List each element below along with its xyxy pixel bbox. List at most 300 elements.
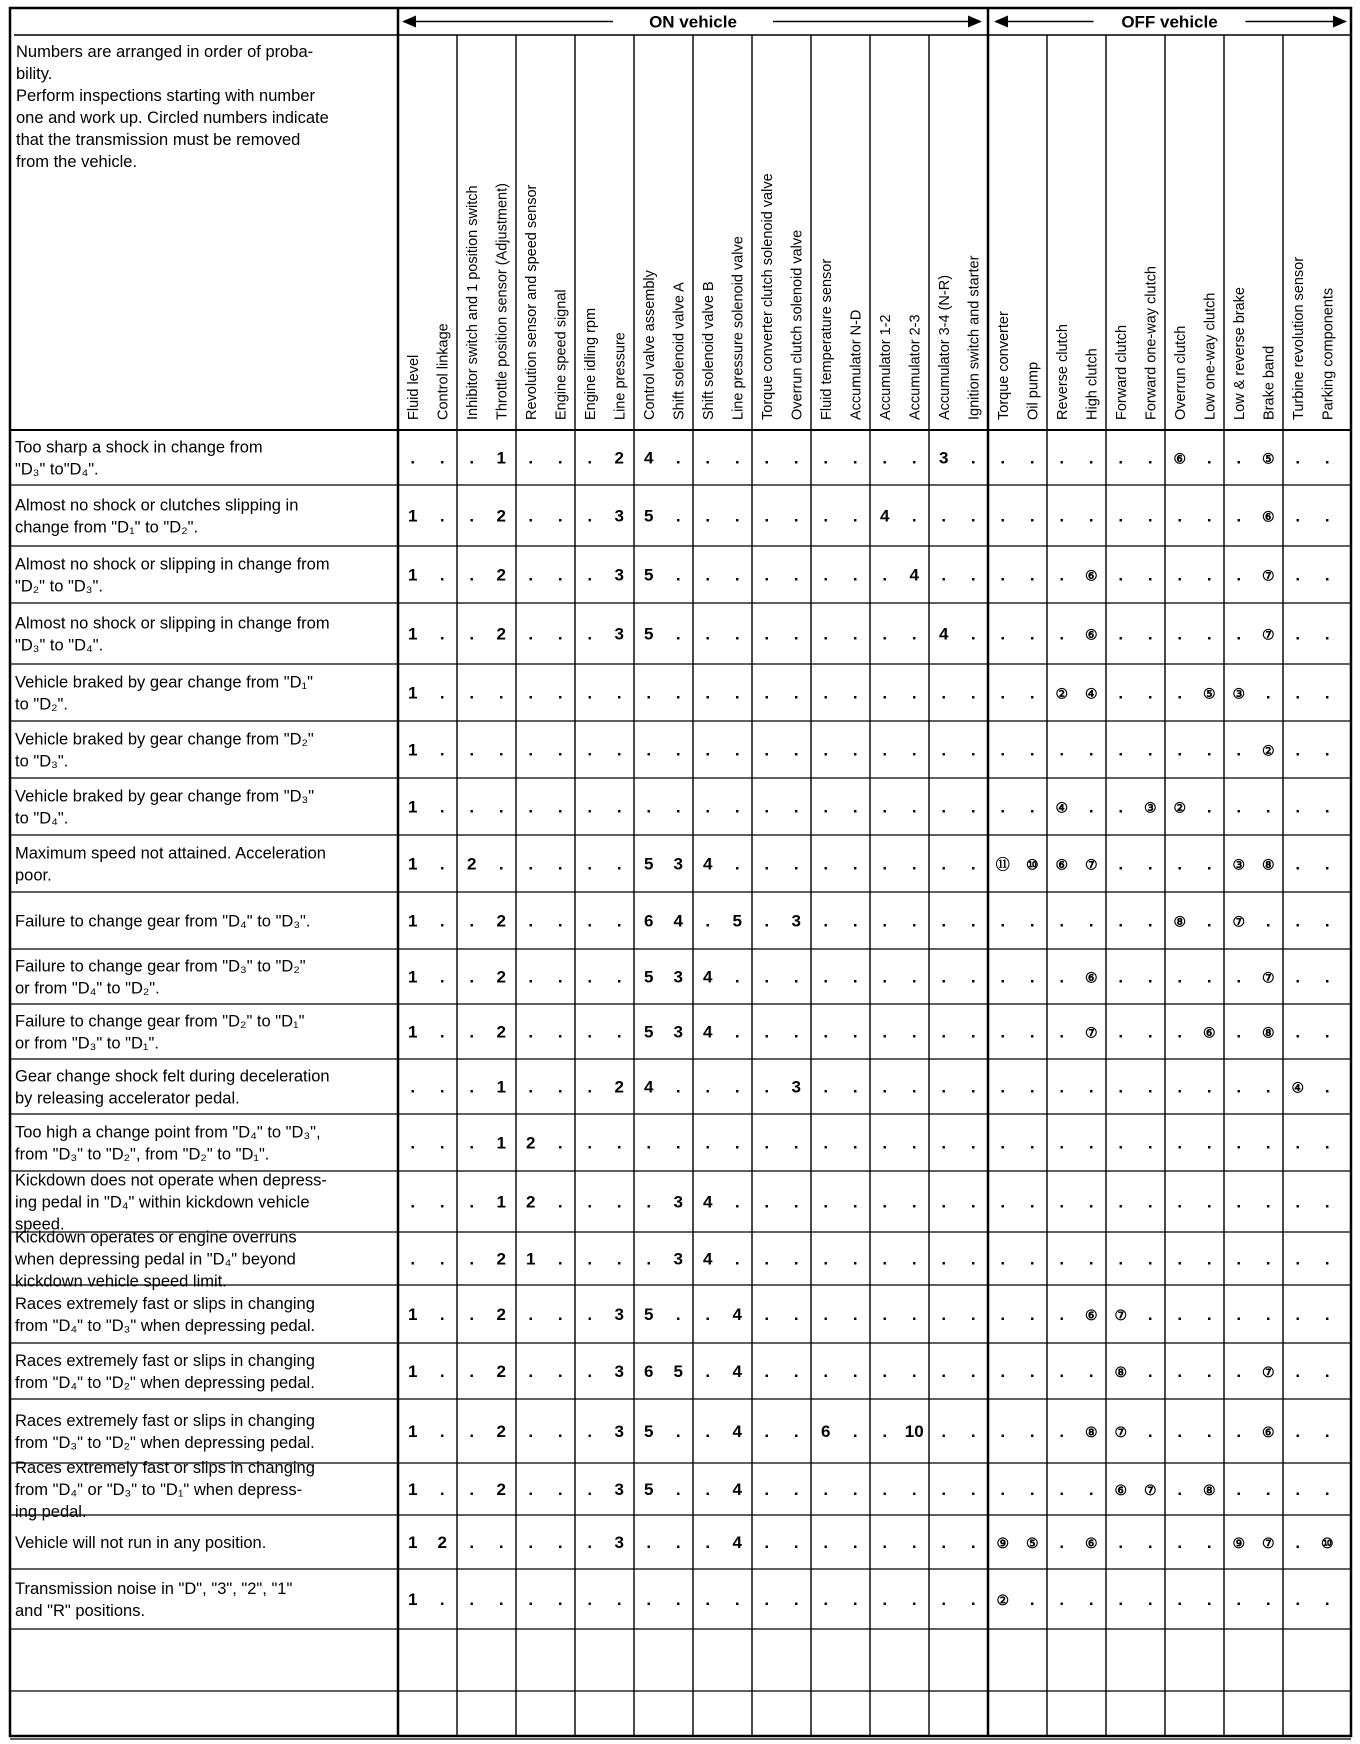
dot-mark: . xyxy=(1088,1192,1094,1212)
dot-mark: . xyxy=(734,740,740,760)
column-header: Overrun clutch solenoid valve xyxy=(789,229,806,420)
column-header: Engine idling rpm xyxy=(582,307,599,420)
symptom-text: Kickdown does not operate when depress- xyxy=(15,1171,327,1190)
circled-number: ⑦ xyxy=(1084,856,1098,873)
circled-number: ⑥ xyxy=(1084,626,1098,643)
dot-mark: . xyxy=(1059,1077,1065,1097)
dot-mark: . xyxy=(1147,1022,1153,1042)
probability-number: 1 xyxy=(496,1077,506,1097)
dot-mark: . xyxy=(528,1480,534,1499)
dot-mark: . xyxy=(498,740,504,760)
dot-mark: . xyxy=(764,565,770,585)
dot-mark: . xyxy=(793,1249,799,1269)
probability-number: 1 xyxy=(408,624,418,644)
dot-mark: . xyxy=(1236,1305,1242,1324)
dot-mark: . xyxy=(1000,1249,1006,1269)
dot-mark: . xyxy=(852,911,858,931)
probability-number: 5 xyxy=(644,1022,654,1042)
dot-mark: . xyxy=(1000,1077,1006,1097)
dot-mark: . xyxy=(1236,506,1242,526)
column-header: Throttle position sensor (Adjustment) xyxy=(494,183,511,420)
dot-mark: . xyxy=(646,1590,652,1609)
probability-number: 1 xyxy=(408,967,418,987)
symptom-text: from "D₃" to "D₂", from "D₂" to "D₁". xyxy=(15,1145,270,1164)
dot-mark: . xyxy=(1059,1533,1065,1552)
dot-mark: . xyxy=(675,740,681,760)
dot-mark: . xyxy=(557,624,563,644)
dot-mark: . xyxy=(1118,448,1124,468)
dot-mark: . xyxy=(852,565,858,585)
column-header: Forward clutch xyxy=(1113,324,1130,420)
dot-mark: . xyxy=(469,448,475,468)
dot-mark: . xyxy=(675,448,681,468)
dot-mark: . xyxy=(1236,1192,1242,1212)
circled-number: ⑦ xyxy=(1232,913,1246,930)
dot-mark: . xyxy=(764,506,770,526)
dot-mark: . xyxy=(675,1533,681,1552)
dot-mark: . xyxy=(439,911,445,931)
dot-mark: . xyxy=(1265,797,1271,817)
dot-mark: . xyxy=(557,967,563,987)
dot-mark: . xyxy=(1295,1249,1301,1269)
dot-mark: . xyxy=(1265,683,1271,703)
probability-number: 1 xyxy=(496,1133,506,1153)
dot-mark: . xyxy=(1059,1022,1065,1042)
dot-mark: . xyxy=(705,1077,711,1097)
circled-number: ⑥ xyxy=(1084,969,1098,986)
probability-number: 4 xyxy=(644,448,654,468)
dot-mark: . xyxy=(1000,797,1006,817)
column-header: Accumulator 1-2 xyxy=(877,314,894,420)
dot-mark: . xyxy=(1295,740,1301,760)
dot-mark: . xyxy=(1059,448,1065,468)
dot-mark: . xyxy=(823,1133,829,1153)
dot-mark: . xyxy=(734,683,740,703)
dot-mark: . xyxy=(587,506,593,526)
dot-mark: . xyxy=(646,740,652,760)
dot-mark: . xyxy=(911,1305,917,1324)
dot-mark: . xyxy=(941,1305,947,1324)
probability-number: 3 xyxy=(614,1533,624,1552)
circled-number: ⑦ xyxy=(1261,567,1275,584)
probability-number: 5 xyxy=(732,911,742,931)
probability-number: 3 xyxy=(673,1192,683,1212)
dot-mark: . xyxy=(646,1533,652,1552)
dot-mark: . xyxy=(1000,1022,1006,1042)
dot-mark: . xyxy=(941,1362,947,1381)
probability-number: 3 xyxy=(614,1422,624,1441)
probability-number: 3 xyxy=(673,967,683,987)
probability-number: 2 xyxy=(496,967,506,987)
column-header: Torque converter xyxy=(995,311,1012,420)
dot-mark: . xyxy=(1147,506,1153,526)
dot-mark: . xyxy=(1029,448,1035,468)
dot-mark: . xyxy=(1029,1422,1035,1441)
dot-mark: . xyxy=(852,448,858,468)
symptom-text: "D₃" to "D₄". xyxy=(15,636,104,655)
dot-mark: . xyxy=(941,1022,947,1042)
dot-mark: . xyxy=(1147,911,1153,931)
dot-mark: . xyxy=(587,1249,593,1269)
dot-mark: . xyxy=(941,854,947,874)
dot-mark: . xyxy=(823,1077,829,1097)
dot-mark: . xyxy=(469,1422,475,1441)
dot-mark: . xyxy=(1088,1480,1094,1499)
dot-mark: . xyxy=(1295,1022,1301,1042)
probability-number: 1 xyxy=(408,1305,418,1324)
dot-mark: . xyxy=(675,683,681,703)
dot-mark: . xyxy=(882,683,888,703)
dot-mark: . xyxy=(1118,1533,1124,1552)
symptom-text: Transmission noise in "D", "3", "2", "1" xyxy=(15,1580,293,1598)
probability-number: 1 xyxy=(408,1533,418,1552)
symptom-text: from "D₃" to "D₂" when depressing pedal. xyxy=(15,1434,315,1452)
symptom-text: Vehicle will not run in any position. xyxy=(15,1534,267,1552)
column-header: Inhibitor switch and 1 position switch xyxy=(464,185,481,420)
dot-mark: . xyxy=(498,1533,504,1552)
dot-mark: . xyxy=(764,1022,770,1042)
dot-mark: . xyxy=(587,1022,593,1042)
dot-mark: . xyxy=(793,740,799,760)
dot-mark: . xyxy=(1147,967,1153,987)
dot-mark: . xyxy=(439,1022,445,1042)
circled-number: ⑦ xyxy=(1261,969,1275,986)
dot-mark: . xyxy=(970,1077,976,1097)
dot-mark: . xyxy=(469,1022,475,1042)
dot-mark: . xyxy=(1206,740,1212,760)
dot-mark: . xyxy=(823,624,829,644)
probability-number: 2 xyxy=(437,1533,447,1552)
dot-mark: . xyxy=(439,1077,445,1097)
dot-mark: . xyxy=(1029,565,1035,585)
dot-mark: . xyxy=(1177,1305,1183,1324)
dot-mark: . xyxy=(1206,1133,1212,1153)
intro-text-line: that the transmission must be removed xyxy=(16,131,301,149)
dot-mark: . xyxy=(675,1422,681,1441)
dot-mark: . xyxy=(557,740,563,760)
probability-number: 2 xyxy=(496,1362,506,1381)
dot-mark: . xyxy=(1000,911,1006,931)
dot-mark: . xyxy=(970,1422,976,1441)
dot-mark: . xyxy=(1118,1590,1124,1609)
column-header: Accumulator 2-3 xyxy=(907,314,924,420)
probability-number: 5 xyxy=(673,1362,683,1381)
dot-mark: . xyxy=(764,683,770,703)
intro-text-line: from the vehicle. xyxy=(16,153,138,171)
dot-mark: . xyxy=(557,1422,563,1441)
dot-mark: . xyxy=(941,1422,947,1441)
dot-mark: . xyxy=(646,1133,652,1153)
dot-mark: . xyxy=(675,1590,681,1609)
dot-mark: . xyxy=(675,797,681,817)
dot-mark: . xyxy=(852,1362,858,1381)
symptom-text: Failure to change gear from "D₂" to "D₁" xyxy=(15,1012,305,1031)
dot-mark: . xyxy=(970,967,976,987)
dot-mark: . xyxy=(1147,624,1153,644)
dot-mark: . xyxy=(557,1249,563,1269)
circled-number: ⑧ xyxy=(1202,1482,1216,1498)
column-header: Control valve assembly xyxy=(641,270,658,420)
on-arrow-right-icon xyxy=(968,16,982,28)
dot-mark: . xyxy=(793,1305,799,1324)
probability-number: 5 xyxy=(644,506,654,526)
dot-mark: . xyxy=(646,683,652,703)
symptom-text: or from "D₃" to "D₁". xyxy=(15,1034,159,1053)
dot-mark: . xyxy=(1029,1249,1035,1269)
dot-mark: . xyxy=(1059,1305,1065,1324)
dot-mark: . xyxy=(616,797,622,817)
symptom-text: from "D₄" to "D₃" when depressing pedal. xyxy=(15,1317,316,1335)
symptom-text: Maximum speed not attained. Acceleration xyxy=(15,844,326,863)
dot-mark: . xyxy=(498,797,504,817)
dot-mark: . xyxy=(616,683,622,703)
probability-number: 3 xyxy=(673,854,683,874)
dot-mark: . xyxy=(1206,911,1212,931)
column-header: Ignition switch and starter xyxy=(966,255,983,420)
dot-mark: . xyxy=(1295,1133,1301,1153)
dot-mark: . xyxy=(1206,854,1212,874)
dot-mark: . xyxy=(1118,854,1124,874)
dot-mark: . xyxy=(410,1077,416,1097)
dot-mark: . xyxy=(764,967,770,987)
off-arrow-right-icon xyxy=(1333,16,1347,28)
circled-number: ⑤ xyxy=(1025,1535,1039,1551)
probability-number: 5 xyxy=(644,967,654,987)
dot-mark: . xyxy=(793,506,799,526)
column-header: Low one-way clutch xyxy=(1202,292,1219,420)
probability-number: 2 xyxy=(496,1422,506,1441)
probability-number: 5 xyxy=(644,1422,654,1441)
dot-mark: . xyxy=(1147,854,1153,874)
dot-mark: . xyxy=(528,1077,534,1097)
dot-mark: . xyxy=(1147,683,1153,703)
intro-text-line: one and work up. Circled numbers indicate xyxy=(16,109,329,127)
dot-mark: . xyxy=(911,1192,917,1212)
dot-mark: . xyxy=(734,967,740,987)
dot-mark: . xyxy=(882,797,888,817)
dot-mark: . xyxy=(498,683,504,703)
symptom-text: by releasing accelerator pedal. xyxy=(15,1089,240,1108)
dot-mark: . xyxy=(823,565,829,585)
column-header: Turbine revolution sensor xyxy=(1290,256,1307,420)
dot-mark: . xyxy=(1236,1362,1242,1381)
probability-number: 2 xyxy=(496,624,506,644)
probability-number: 4 xyxy=(732,1305,742,1324)
dot-mark: . xyxy=(705,1422,711,1441)
dot-mark: . xyxy=(469,1305,475,1324)
dot-mark: . xyxy=(882,1305,888,1324)
dot-mark: . xyxy=(1000,1362,1006,1381)
dot-mark: . xyxy=(1059,1249,1065,1269)
dot-mark: . xyxy=(1059,1590,1065,1609)
dot-mark: . xyxy=(1118,565,1124,585)
dot-mark: . xyxy=(1118,967,1124,987)
dot-mark: . xyxy=(970,1133,976,1153)
dot-mark: . xyxy=(528,854,534,874)
dot-mark: . xyxy=(793,1422,799,1441)
dot-mark: . xyxy=(1324,797,1330,817)
dot-mark: . xyxy=(1029,740,1035,760)
dot-mark: . xyxy=(469,1590,475,1609)
dot-mark: . xyxy=(528,1022,534,1042)
probability-number: 2 xyxy=(467,854,477,874)
dot-mark: . xyxy=(852,1133,858,1153)
dot-mark: . xyxy=(469,683,475,703)
probability-number: 1 xyxy=(496,1192,506,1212)
dot-mark: . xyxy=(1000,565,1006,585)
dot-mark: . xyxy=(793,624,799,644)
circled-number: ⑩ xyxy=(1025,856,1039,873)
column-header: High clutch xyxy=(1084,348,1101,420)
dot-mark: . xyxy=(528,1305,534,1324)
symptom-text: Gear change shock felt during deceleration xyxy=(15,1067,330,1086)
dot-mark: . xyxy=(528,1590,534,1609)
probability-number: 4 xyxy=(703,854,713,874)
symptom-text: Too high a change point from "D₄" to "D₃", xyxy=(15,1123,321,1142)
dot-mark: . xyxy=(439,565,445,585)
dot-mark: . xyxy=(469,565,475,585)
symptom-text: to "D₄". xyxy=(15,809,69,828)
column-header: Accumulator N-D xyxy=(848,309,865,420)
dot-mark: . xyxy=(705,1590,711,1609)
dot-mark: . xyxy=(587,1305,593,1324)
circled-number: ⑩ xyxy=(1320,1535,1334,1551)
dot-mark: . xyxy=(1295,1480,1301,1499)
dot-mark: . xyxy=(439,1305,445,1324)
dot-mark: . xyxy=(911,1590,917,1609)
dot-mark: . xyxy=(734,1077,740,1097)
dot-mark: . xyxy=(852,1533,858,1552)
dot-mark: . xyxy=(1147,1192,1153,1212)
dot-mark: . xyxy=(587,448,593,468)
probability-number: 1 xyxy=(408,565,418,585)
dot-mark: . xyxy=(469,1480,475,1499)
dot-mark: . xyxy=(528,565,534,585)
dot-mark: . xyxy=(764,740,770,760)
circled-number: ⑤ xyxy=(1261,450,1275,467)
dot-mark: . xyxy=(646,1192,652,1212)
probability-number: 1 xyxy=(408,911,418,931)
symptom-text: Vehicle braked by gear change from "D₂" xyxy=(15,730,314,749)
dot-mark: . xyxy=(852,1192,858,1212)
dot-mark: . xyxy=(911,740,917,760)
dot-mark: . xyxy=(410,1192,416,1212)
symptom-text: or from "D₄" to "D₂". xyxy=(15,979,160,998)
dot-mark: . xyxy=(705,911,711,931)
dot-mark: . xyxy=(469,797,475,817)
circled-number: ⑥ xyxy=(1084,1307,1098,1323)
dot-mark: . xyxy=(1029,1133,1035,1153)
dot-mark: . xyxy=(882,967,888,987)
column-header: Fluid level xyxy=(405,354,422,420)
dot-mark: . xyxy=(911,683,917,703)
circled-number: ⑥ xyxy=(1114,1482,1128,1498)
dot-mark: . xyxy=(1324,1590,1330,1609)
dot-mark: . xyxy=(469,967,475,987)
probability-number: 1 xyxy=(408,506,418,526)
dot-mark: . xyxy=(1324,683,1330,703)
dot-mark: . xyxy=(1295,1192,1301,1212)
dot-mark: . xyxy=(1000,740,1006,760)
dot-mark: . xyxy=(852,1480,858,1499)
probability-number: 3 xyxy=(614,1305,624,1324)
dot-mark: . xyxy=(823,967,829,987)
dot-mark: . xyxy=(1295,1590,1301,1609)
dot-mark: . xyxy=(1236,740,1242,760)
dot-mark: . xyxy=(823,740,829,760)
dot-mark: . xyxy=(528,1533,534,1552)
dot-mark: . xyxy=(941,1533,947,1552)
dot-mark: . xyxy=(1147,740,1153,760)
probability-number: 6 xyxy=(644,911,654,931)
dot-mark: . xyxy=(587,967,593,987)
probability-number: 4 xyxy=(732,1533,742,1552)
dot-mark: . xyxy=(439,448,445,468)
dot-mark: . xyxy=(1147,1422,1153,1441)
dot-mark: . xyxy=(1118,911,1124,931)
dot-mark: . xyxy=(1088,506,1094,526)
dot-mark: . xyxy=(764,1249,770,1269)
dot-mark: . xyxy=(1236,624,1242,644)
column-header: Forward one-way clutch xyxy=(1143,266,1160,420)
probability-number: 4 xyxy=(644,1077,654,1097)
dot-mark: . xyxy=(1000,683,1006,703)
circled-number: ⑥ xyxy=(1202,1024,1216,1041)
probability-number: 1 xyxy=(526,1249,536,1269)
dot-mark: . xyxy=(941,967,947,987)
dot-mark: . xyxy=(1147,1249,1153,1269)
dot-mark: . xyxy=(616,1249,622,1269)
dot-mark: . xyxy=(1265,1192,1271,1212)
dot-mark: . xyxy=(587,911,593,931)
dot-mark: . xyxy=(469,624,475,644)
dot-mark: . xyxy=(1059,911,1065,931)
dot-mark: . xyxy=(1059,506,1065,526)
dot-mark: . xyxy=(1236,1249,1242,1269)
probability-number: 3 xyxy=(614,1362,624,1381)
intro-text-line: Perform inspections starting with number xyxy=(16,87,315,105)
dot-mark: . xyxy=(970,565,976,585)
dot-mark: . xyxy=(528,624,534,644)
dot-mark: . xyxy=(882,1590,888,1609)
dot-mark: . xyxy=(469,506,475,526)
dot-mark: . xyxy=(1206,797,1212,817)
dot-mark: . xyxy=(823,1533,829,1552)
symptom-text: change from "D₁" to "D₂". xyxy=(15,518,199,537)
dot-mark: . xyxy=(941,1133,947,1153)
off-arrow-left-icon xyxy=(994,16,1008,28)
dot-mark: . xyxy=(970,911,976,931)
dot-mark: . xyxy=(852,1305,858,1324)
dot-mark: . xyxy=(705,683,711,703)
probability-number: 3 xyxy=(614,1480,624,1499)
dot-mark: . xyxy=(882,740,888,760)
dot-mark: . xyxy=(1088,797,1094,817)
dot-mark: . xyxy=(823,1305,829,1324)
dot-mark: . xyxy=(587,1192,593,1212)
dot-mark: . xyxy=(439,1480,445,1499)
symptom-text: to "D₂". xyxy=(15,695,68,714)
dot-mark: . xyxy=(1118,797,1124,817)
dot-mark: . xyxy=(1236,967,1242,987)
column-header: Shift solenoid valve A xyxy=(671,282,688,420)
dot-mark: . xyxy=(1118,1133,1124,1153)
dot-mark: . xyxy=(970,1533,976,1552)
dot-mark: . xyxy=(675,506,681,526)
dot-mark: . xyxy=(557,1305,563,1324)
dot-mark: . xyxy=(439,797,445,817)
dot-mark: . xyxy=(970,1362,976,1381)
